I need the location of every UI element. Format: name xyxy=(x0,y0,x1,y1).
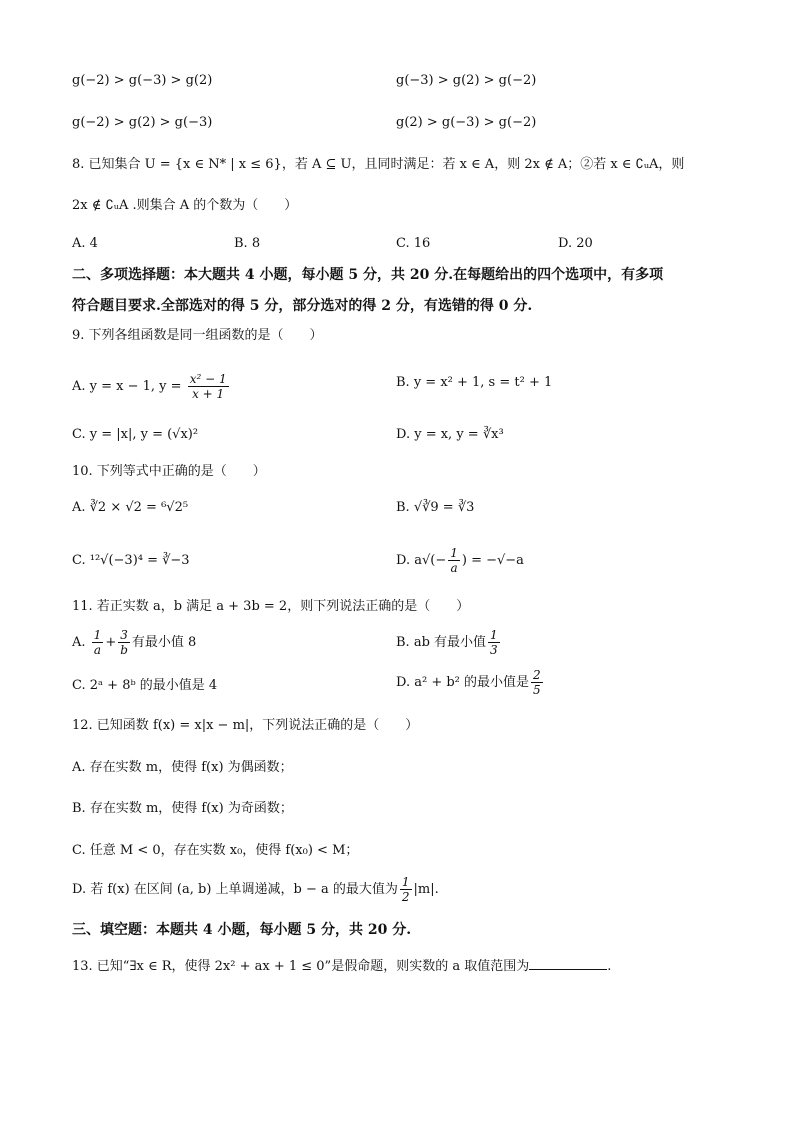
q11-option-b-numerator: 1 xyxy=(490,628,498,642)
q9-option-a-fraction xyxy=(188,372,229,401)
q12-option-d-prefix: D. 若 f(x) 在区间 (a, b) 上单调递减，b − a 的最大值为 xyxy=(72,882,398,897)
q11-option-a-plus: + xyxy=(105,635,117,650)
q11-option-d xyxy=(396,668,545,697)
q11-option-a-fraction1 xyxy=(92,628,104,657)
q10-option-d-denominator: a xyxy=(450,561,458,575)
q12-option-d-numerator: 1 xyxy=(401,875,410,889)
q11-option-d-fraction xyxy=(531,668,543,697)
q9-option-a-numerator: x² − 1 xyxy=(189,372,227,386)
q9-option-a xyxy=(72,372,231,401)
q11-option-a-fraction2 xyxy=(118,628,130,657)
q8-option-c: C. 16 xyxy=(396,236,431,251)
q7-option-a: g(−2) > g(−3) > g(2) xyxy=(72,73,213,88)
q11-option-d-numerator: 2 xyxy=(533,668,541,682)
q9-option-a-prefix: A. y = x − 1, y = xyxy=(72,379,186,394)
q11-option-b-prefix: B. ab 有最小值 xyxy=(396,635,487,650)
q11-option-a xyxy=(72,628,196,657)
q8-stem-line2: 2x ∉ ∁ᵤA .则集合 A 的个数为（ ） xyxy=(72,198,298,213)
q11-option-a-den1: a xyxy=(93,643,102,657)
q10-option-b: B. √∛9 = ∛3 xyxy=(396,500,475,515)
q11-option-a-label: A. xyxy=(72,635,86,650)
q11-option-a-num1: 1 xyxy=(93,628,102,642)
q11-option-a-num2: 3 xyxy=(118,628,130,643)
q11-stem: 11. 若正实数 a，b 满足 a + 3b = 2，则下列说法正确的是（ ） xyxy=(72,599,470,614)
q10-option-d xyxy=(396,546,524,575)
section3-heading: 三、填空题：本题共 4 小题，每小题 5 分，共 20 分. xyxy=(72,922,412,938)
q11-option-d-prefix: D. a² + b² 的最小值是 xyxy=(396,675,530,690)
q10-option-d-prefix: D. a√(− xyxy=(396,553,447,568)
q11-option-a-suffix: 有最小值 8 xyxy=(131,635,197,650)
q7-option-c: g(−2) > g(2) > g(−3) xyxy=(72,115,213,130)
q8-stem-line1: 8. 已知集合 U = {x ∈ N* | x ≤ 6}，若 A ⊆ U，且同时满足：若 x ∈ A，则 2x ∉ A；②若 x ∈ ∁ᵤA，则 xyxy=(72,157,685,172)
q12-stem: 12. 已知函数 f(x) = x|x − m|，下列说法正确的是（ ） xyxy=(72,718,419,733)
q12-option-d xyxy=(72,875,439,904)
q11-option-b-denominator: 3 xyxy=(490,643,498,657)
q10-option-a: A. ∛2 × √2 = ⁶√2⁵ xyxy=(72,500,189,515)
q7-option-b: g(−3) > g(2) > g(−2) xyxy=(396,73,537,88)
q10-option-c: C. ¹²√(−3)⁴ = ∛−3 xyxy=(72,553,190,568)
q10-option-d-numerator: 1 xyxy=(450,546,458,560)
q10-option-d-suffix: ) = −√−a xyxy=(461,553,524,568)
q9-option-b: B. y = x² + 1, s = t² + 1 xyxy=(396,375,553,390)
q9-option-a-denominator: x + 1 xyxy=(192,387,225,401)
q13-end: . xyxy=(607,959,612,974)
q12-option-b: B. 存在实数 m，使得 f(x) 为奇函数； xyxy=(72,801,293,816)
q11-option-a-den2: b xyxy=(120,643,128,657)
q13-text: 13. 已知“∃x ∈ R，使得 2x² + ax + 1 ≤ 0”是假命题，则实数的 a 取值范围为 xyxy=(72,959,530,974)
q11-option-d-denominator: 5 xyxy=(533,683,541,697)
q8-option-d: D. 20 xyxy=(558,236,593,251)
q10-option-d-fraction xyxy=(448,546,460,575)
q8-option-b: B. 8 xyxy=(234,236,261,251)
q13-answer-blank[interactable] xyxy=(529,955,607,970)
q8-option-a: A. 4 xyxy=(72,236,98,251)
q12-option-c: C. 任意 M < 0，存在实数 x₀，使得 f(x₀) < M； xyxy=(72,843,359,858)
q9-option-c: C. y = |x|, y = (√x)² xyxy=(72,427,199,442)
q12-option-d-suffix: |m|. xyxy=(413,882,439,897)
section2-heading-line1: 二、多项选择题：本大题共 4 小题，每小题 5 分，共 20 分.在每题给出的四个选项中，有多项 xyxy=(72,267,664,283)
q11-option-b-fraction xyxy=(488,628,500,657)
q13-stem xyxy=(72,955,611,977)
q7-option-d: g(2) > g(−3) > g(−2) xyxy=(396,115,537,130)
q10-stem: 10. 下列等式中正确的是（ ） xyxy=(72,464,266,479)
q12-option-a: A. 存在实数 m，使得 f(x) 为偶函数； xyxy=(72,760,293,775)
q12-option-d-denominator: 2 xyxy=(401,890,410,904)
q12-option-d-fraction xyxy=(400,875,412,904)
q11-option-b xyxy=(396,628,502,657)
q11-option-c: C. 2ᵃ + 8ᵇ 的最小值是 4 xyxy=(72,678,218,693)
q9-option-d: D. y = x, y = ∛x³ xyxy=(396,427,504,442)
section2-heading-line2: 符合题目要求.全部选对的得 5 分，部分选对的得 2 分，有选错的得 0 分. xyxy=(72,298,533,314)
q9-stem: 9. 下列各组函数是同一组函数的是（ ） xyxy=(72,328,323,343)
